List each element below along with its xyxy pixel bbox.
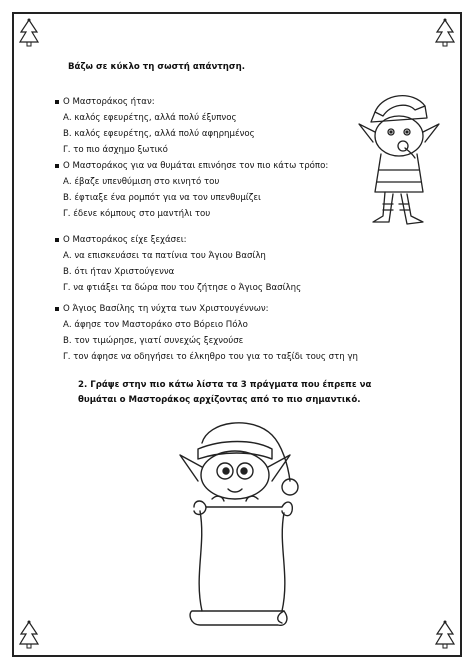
- question-stem: Ο Μαστοράκος είχε ξεχάσει:: [55, 232, 301, 248]
- question-4: [55, 301, 358, 365]
- christmas-tree-icon: [434, 620, 456, 650]
- question-2: [55, 158, 328, 222]
- answer-option[interactable]: Γ. τον άφησε να οδηγήσει το έλκηθρο του για το ταξίδι τους στη γη: [63, 352, 358, 362]
- answer-option[interactable]: Α. να επισκευάσει τα πατίνια του Άγιου Βασίλη: [63, 251, 266, 261]
- answer-option[interactable]: Β. έφτιαξε ένα ρομπότ για να τον υπενθυμίζει: [63, 193, 261, 203]
- answer-option[interactable]: Α. καλός εφευρέτης, αλλά πολύ έξυπνος: [63, 113, 237, 123]
- christmas-tree-icon: [18, 18, 40, 48]
- answer-option[interactable]: Γ. έδενε κόμπους στο μαντήλι του: [63, 209, 211, 219]
- instruction-title: Βάζω σε κύκλο τη σωστή απάντηση.: [68, 62, 245, 72]
- answer-option[interactable]: Γ. να φτιάξει τα δώρα που του ζήτησε ο Άγιος Βασίλης: [63, 283, 302, 293]
- answer-option[interactable]: Γ. το πιο άσχημο ξωτικό: [63, 145, 168, 155]
- christmas-tree-icon: [18, 620, 40, 650]
- question-1: [55, 94, 255, 158]
- question-stem: Ο Μαστοράκος για να θυμάται επινόησε τον πιο κάτω τρόπο:: [55, 158, 328, 174]
- question-3: [55, 232, 301, 296]
- christmas-tree-icon: [434, 18, 456, 48]
- task-2-instruction: 2. Γράψε στην πιο κάτω λίστα τα 3 πράγματα που έπρεπε να θυμάται ο Μαστοράκος αρχίζοντας από το πιο σημαντικό.: [78, 380, 372, 405]
- elf-with-scroll-illustration: [172, 415, 312, 630]
- question-stem: Ο Μαστοράκος ήταν:: [55, 94, 255, 110]
- answer-option[interactable]: Β. ότι ήταν Χριστούγεννα: [63, 267, 175, 277]
- answer-option[interactable]: Β. καλός εφευρέτης, αλλά πολύ αφηρημένος: [63, 129, 255, 139]
- question-stem: Ο Άγιος Βασίλης τη νύχτα των Χριστουγέννων:: [55, 301, 358, 317]
- answer-option[interactable]: Β. τον τιμώρησε, γιατί συνεχώς ξεχνούσε: [63, 336, 244, 346]
- answer-option[interactable]: Α. άφησε τον Μαστοράκο στο Βόρειο Πόλο: [63, 320, 248, 330]
- elf-illustration: [353, 88, 448, 233]
- answer-option[interactable]: Α. έβαζε υπενθύμιση στο κινητό του: [63, 177, 220, 187]
